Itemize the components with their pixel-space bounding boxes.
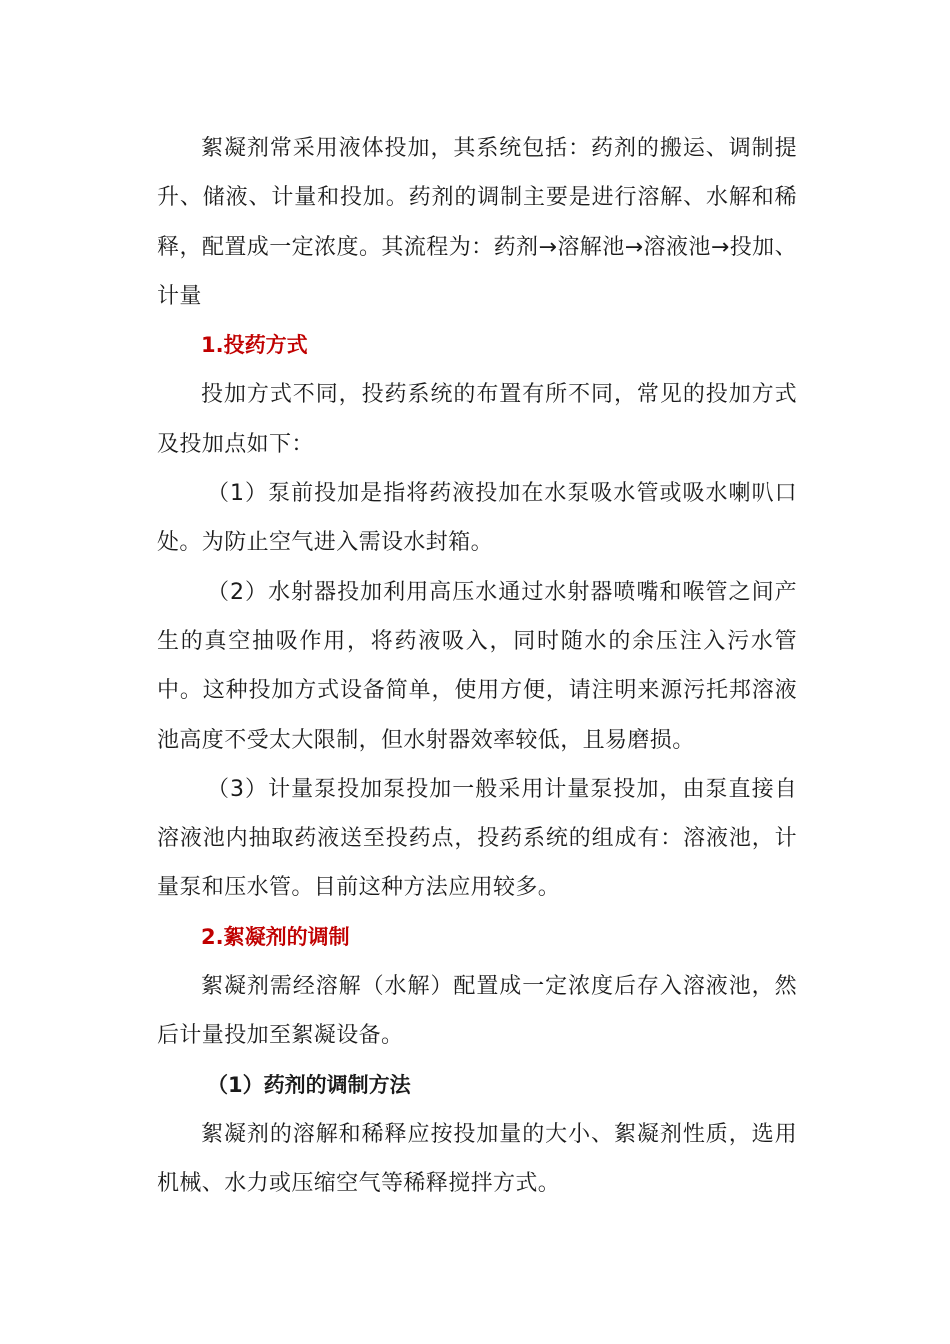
list-item-pump-front: （1）泵前投加是指将药液投加在水泵吸水管或吸水喇叭口处。为防止空气进入需设水封箱。 — [157, 481, 797, 556]
subsection-heading-prep-method: （1）药剂的调制方法 — [207, 1072, 411, 1097]
section-heading-flocculant-prep: 2.絮凝剂的调制 — [201, 924, 350, 949]
list-item-water-ejector: （2）水射器投加利用高压水通过水射器喷嘴和喉管之间产生的真空抽吸作用，将药液吸入，同时随水的余压注入污水管中。这种投加方式设备简单，使用方便，请注明来源污托邦溶液池高度不受太大限制，但水射器效率较低，且易磨损。 — [157, 579, 797, 753]
flocculant-prep-paragraph: 絮凝剂需经溶解（水解）配置成一定浓度后存入溶液池，然后计量投加至絮凝设备。 — [157, 974, 797, 1049]
dosing-method-paragraph: 投加方式不同，投药系统的布置有所不同，常见的投加方式及投加点如下： — [157, 382, 797, 457]
section-heading-dosing-method: 1.投药方式 — [201, 333, 308, 358]
document-body — [157, 124, 797, 1209]
list-item-metering-pump: （3）计量泵投加泵投加一般采用计量泵投加，由泵直接自溶液池内抽取药液送至投药点，投药系统的组成有：溶液池，计量泵和压水管。目前这种方法应用较多。 — [157, 776, 797, 901]
intro-paragraph: 絮凝剂常采用液体投加，其系统包括：药剂的搬运、调制提升、储液、计量和投加。药剂的调制主要是进行溶解、水解和稀释，配置成一定浓度。其流程为：药剂→溶解池→溶液池→投加、计量 — [157, 136, 797, 309]
prep-method-paragraph: 絮凝剂的溶解和稀释应按投加量的大小、絮凝剂性质，选用机械、水力或压缩空气等稀释搅拌方式。 — [157, 1121, 797, 1197]
